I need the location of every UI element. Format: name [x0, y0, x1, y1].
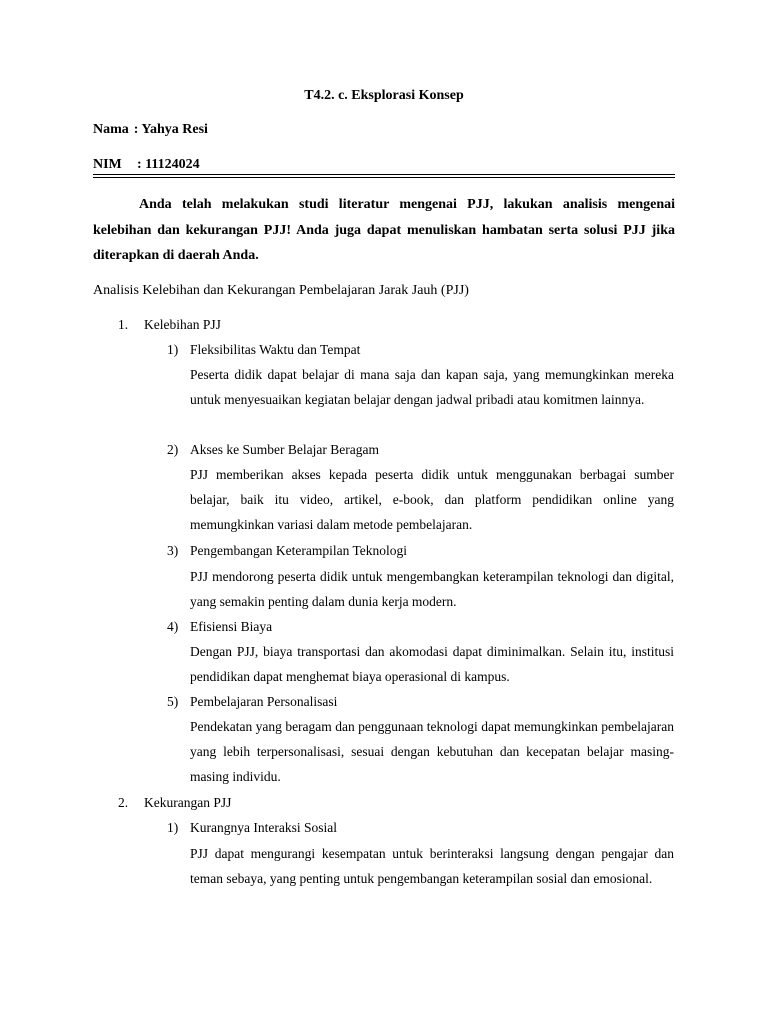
nim-label: NIM — [93, 157, 122, 172]
header-rule-top — [93, 174, 675, 175]
item-title: Pembelajaran Personalisasi — [190, 694, 338, 709]
document-title: T4.2. c. Eksplorasi Konsep — [304, 88, 464, 103]
item-title: Efisiensi Biaya — [190, 619, 273, 634]
header-rule-bottom — [93, 177, 675, 178]
item-heading — [167, 694, 337, 710]
section-heading — [118, 317, 221, 333]
analysis-subtitle: Analisis Kelebihan dan Kekurangan Pembelajaran Jarak Jauh (PJJ) — [93, 283, 469, 298]
item-title: Fleksibilitas Waktu dan Tempat — [190, 342, 361, 357]
item-heading — [167, 543, 407, 559]
item-heading — [167, 342, 360, 358]
name-label: Nama — [93, 122, 129, 137]
item-paragraph: Peserta didik dapat belajar di mana saja dan kapan saja, yang memungkinkan mereka untuk menyesuaikan kegiatan belajar dengan jadwal pribadi atau komitmen lainnya. — [190, 367, 674, 408]
item-title: Pengembangan Keterampilan Teknologi — [190, 543, 407, 558]
item-paragraph: Pendekatan yang beragam dan penggunaan teknologi dapat memungkinkan pembelajaran yang lebih terpersonalisasi, sesuai dengan kebutuhan dan kecepatan belajar masing-masing individu. — [190, 719, 674, 785]
item-title: Kurangnya Interaksi Sosial — [190, 820, 337, 835]
item-heading — [167, 619, 272, 635]
name-value: : Yahya Resi — [133, 122, 208, 137]
item-number: 1) — [167, 820, 179, 835]
item-heading — [167, 442, 379, 458]
item-paragraph: PJJ memberikan akses kepada peserta didik untuk menggunakan berbagai sumber belajar, baik itu video, artikel, e-book, dan platform pendidikan online yang memungkinkan variasi dalam metode pembelajaran. — [190, 467, 674, 533]
nim-row — [93, 157, 200, 173]
section-number: 1. — [118, 317, 129, 332]
item-number: 2) — [167, 442, 179, 457]
section-heading — [118, 795, 231, 811]
instruction-paragraph: Anda telah melakukan studi literatur mengenai PJJ, lakukan analisis mengenai kelebihan dan kekurangan PJJ! Anda juga dapat menuliskan hambatan serta solusi PJJ jika diterapkan di daerah Anda. — [93, 197, 675, 263]
section-number: 2. — [118, 795, 129, 810]
item-paragraph: PJJ mendorong peserta didik untuk mengembangkan keterampilan teknologi dan digital, yang semakin penting dalam dunia kerja modern. — [190, 569, 674, 610]
item-number: 1) — [167, 342, 179, 357]
section-title: Kelebihan PJJ — [144, 317, 221, 332]
item-paragraph: Dengan PJJ, biaya transportasi dan akomodasi dapat diminimalkan. Selain itu, institusi pendidikan dapat menghemat biaya operasional di kampus. — [190, 644, 674, 685]
item-title: Akses ke Sumber Belajar Beragam — [190, 442, 379, 457]
item-paragraph: PJJ dapat mengurangi kesempatan untuk berinteraksi langsung dengan pengajar dan teman sebaya, yang penting untuk pengembangan keterampilan sosial dan emosional. — [190, 846, 674, 887]
name-row — [93, 122, 208, 138]
item-number: 3) — [167, 543, 179, 558]
item-number: 4) — [167, 619, 179, 634]
section-title: Kekurangan PJJ — [144, 795, 232, 810]
item-number: 5) — [167, 694, 179, 709]
nim-value: : 11124024 — [137, 157, 200, 172]
item-heading — [167, 820, 337, 836]
